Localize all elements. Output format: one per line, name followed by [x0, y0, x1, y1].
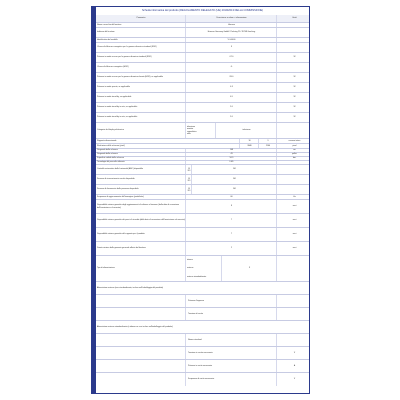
category-row: Categoria del display elettronico televisore monitor segnaletica altro televisore — [96, 123, 309, 139]
psu-row: Tipo di alimentazione interno esterno esterno standardizzato X — [96, 256, 309, 282]
header-param: Parametro — [136, 17, 146, 20]
table-row: Nome o marchio del fornitore Hisense — [96, 23, 309, 28]
table-header — [96, 15, 309, 23]
updates-row: Disponibilità minima garantita degli aggiornamenti di software e firmware (dalla data di cessazione dell'immissione sul mercato): 8 anni — [96, 200, 309, 214]
table-row: Frequenza di uscita necessaria V — [96, 373, 309, 386]
refresh-row: Frequenza di aggiornamento dell'immagine (predefinita) 60 Hz — [96, 195, 309, 200]
table-row: Potenza in uscita necessaria A — [96, 360, 309, 373]
table-row: Potenza in modo acceso per la gamma dinamica elevata (HDR), se applicabile 89.0 W — [96, 73, 309, 83]
warranty-row: Durata minima della garanzia generale offerta dal fornitore 2 anni — [96, 242, 309, 256]
std-psu-header: Alimentatore esterno standardizzato (o idoneo se non incluso nell'imballaggio del prodotto) — [96, 321, 309, 334]
support-row: Disponibilità minima garantita del supporto per il prodotto 7 anni — [96, 228, 309, 242]
table-row: Potenza d'ingresso — [96, 295, 309, 308]
fiche-table — [96, 15, 309, 393]
voice-row: Sensore di riconoscimento vocale disponibile SÌ NO NO — [96, 175, 309, 185]
table-row: Classe di efficienza energetica (HDR) G — [96, 63, 309, 73]
table-row: Classe di efficienza energetica per la gamma dinamica standard (SDR) F — [96, 43, 309, 53]
table-row: Tensione in uscita necessaria V — [96, 347, 309, 360]
table-row: Diagonale dello schermo 108 cm — [96, 149, 309, 153]
table-row: Superficie visibile dello schermo 50.9 dm² — [96, 157, 309, 161]
spares-row: Disponibilità minima garantita dei pezzi di ricambio (dalla data di cessazione dell'immissione sul mercato) 7 anni — [96, 214, 309, 228]
table-row: Potenza in modo spento, se applicabile 0.3 W — [96, 83, 309, 93]
resolution-row: Risoluzione dello schermo (pixel) 3840 2160 pixel — [96, 144, 309, 149]
header-value: Descrizione o valore + informazione — [185, 15, 277, 22]
category-selected: televisore — [215, 123, 277, 138]
table-row: Potenza in modo stand-by, se applicabile 0.5 W — [96, 93, 309, 103]
table-row: Norma standard — [96, 334, 309, 347]
table-row: Diagonale dello schermo 43 pollici — [96, 153, 309, 157]
table-row: Potenza in modo stand-by in rete, se applicabile 2.0 W — [96, 103, 309, 113]
product-fiche-sheet — [91, 6, 310, 394]
ext-psu-header: Alimentatore esterno (non standardizzato, incluso nell'imballaggio del prodotto) — [96, 282, 309, 295]
abc-row: Controllo automatico della luminosità (ABC) disponibile SÌ NO NO — [96, 165, 309, 175]
header-unit: Unità — [276, 15, 312, 22]
table-row: Indirizzo del fornitore Hisense Germany GmbH / Parkring 25 / 85748 Garching — [96, 28, 309, 38]
table-row: Identificativo del modello V 0-0000 — [96, 38, 309, 43]
ratio-row: Rapporto dimensionale 16 9 numero intero — [96, 139, 309, 144]
table-row: Potenza in modo acceso per la gamma dinamica standard (SDR) 67.0 W — [96, 53, 309, 63]
presence-row: Sensore di rilevamento della presenza disponibile SÌ NO NO — [96, 185, 309, 195]
table-row: Tecnologia del pannello utilizzata LED — [96, 161, 309, 165]
page-title: Scheda informativa del prodotto (REGOLAMENTO DELEGATO (UE) 2019/2013 DELLA COMMISSIONE) — [96, 7, 309, 16]
table-row: Tensione di uscita — [96, 308, 309, 321]
table-row: Potenza in modo stand-by in rete, se applicabile 2.0 W — [96, 113, 309, 123]
